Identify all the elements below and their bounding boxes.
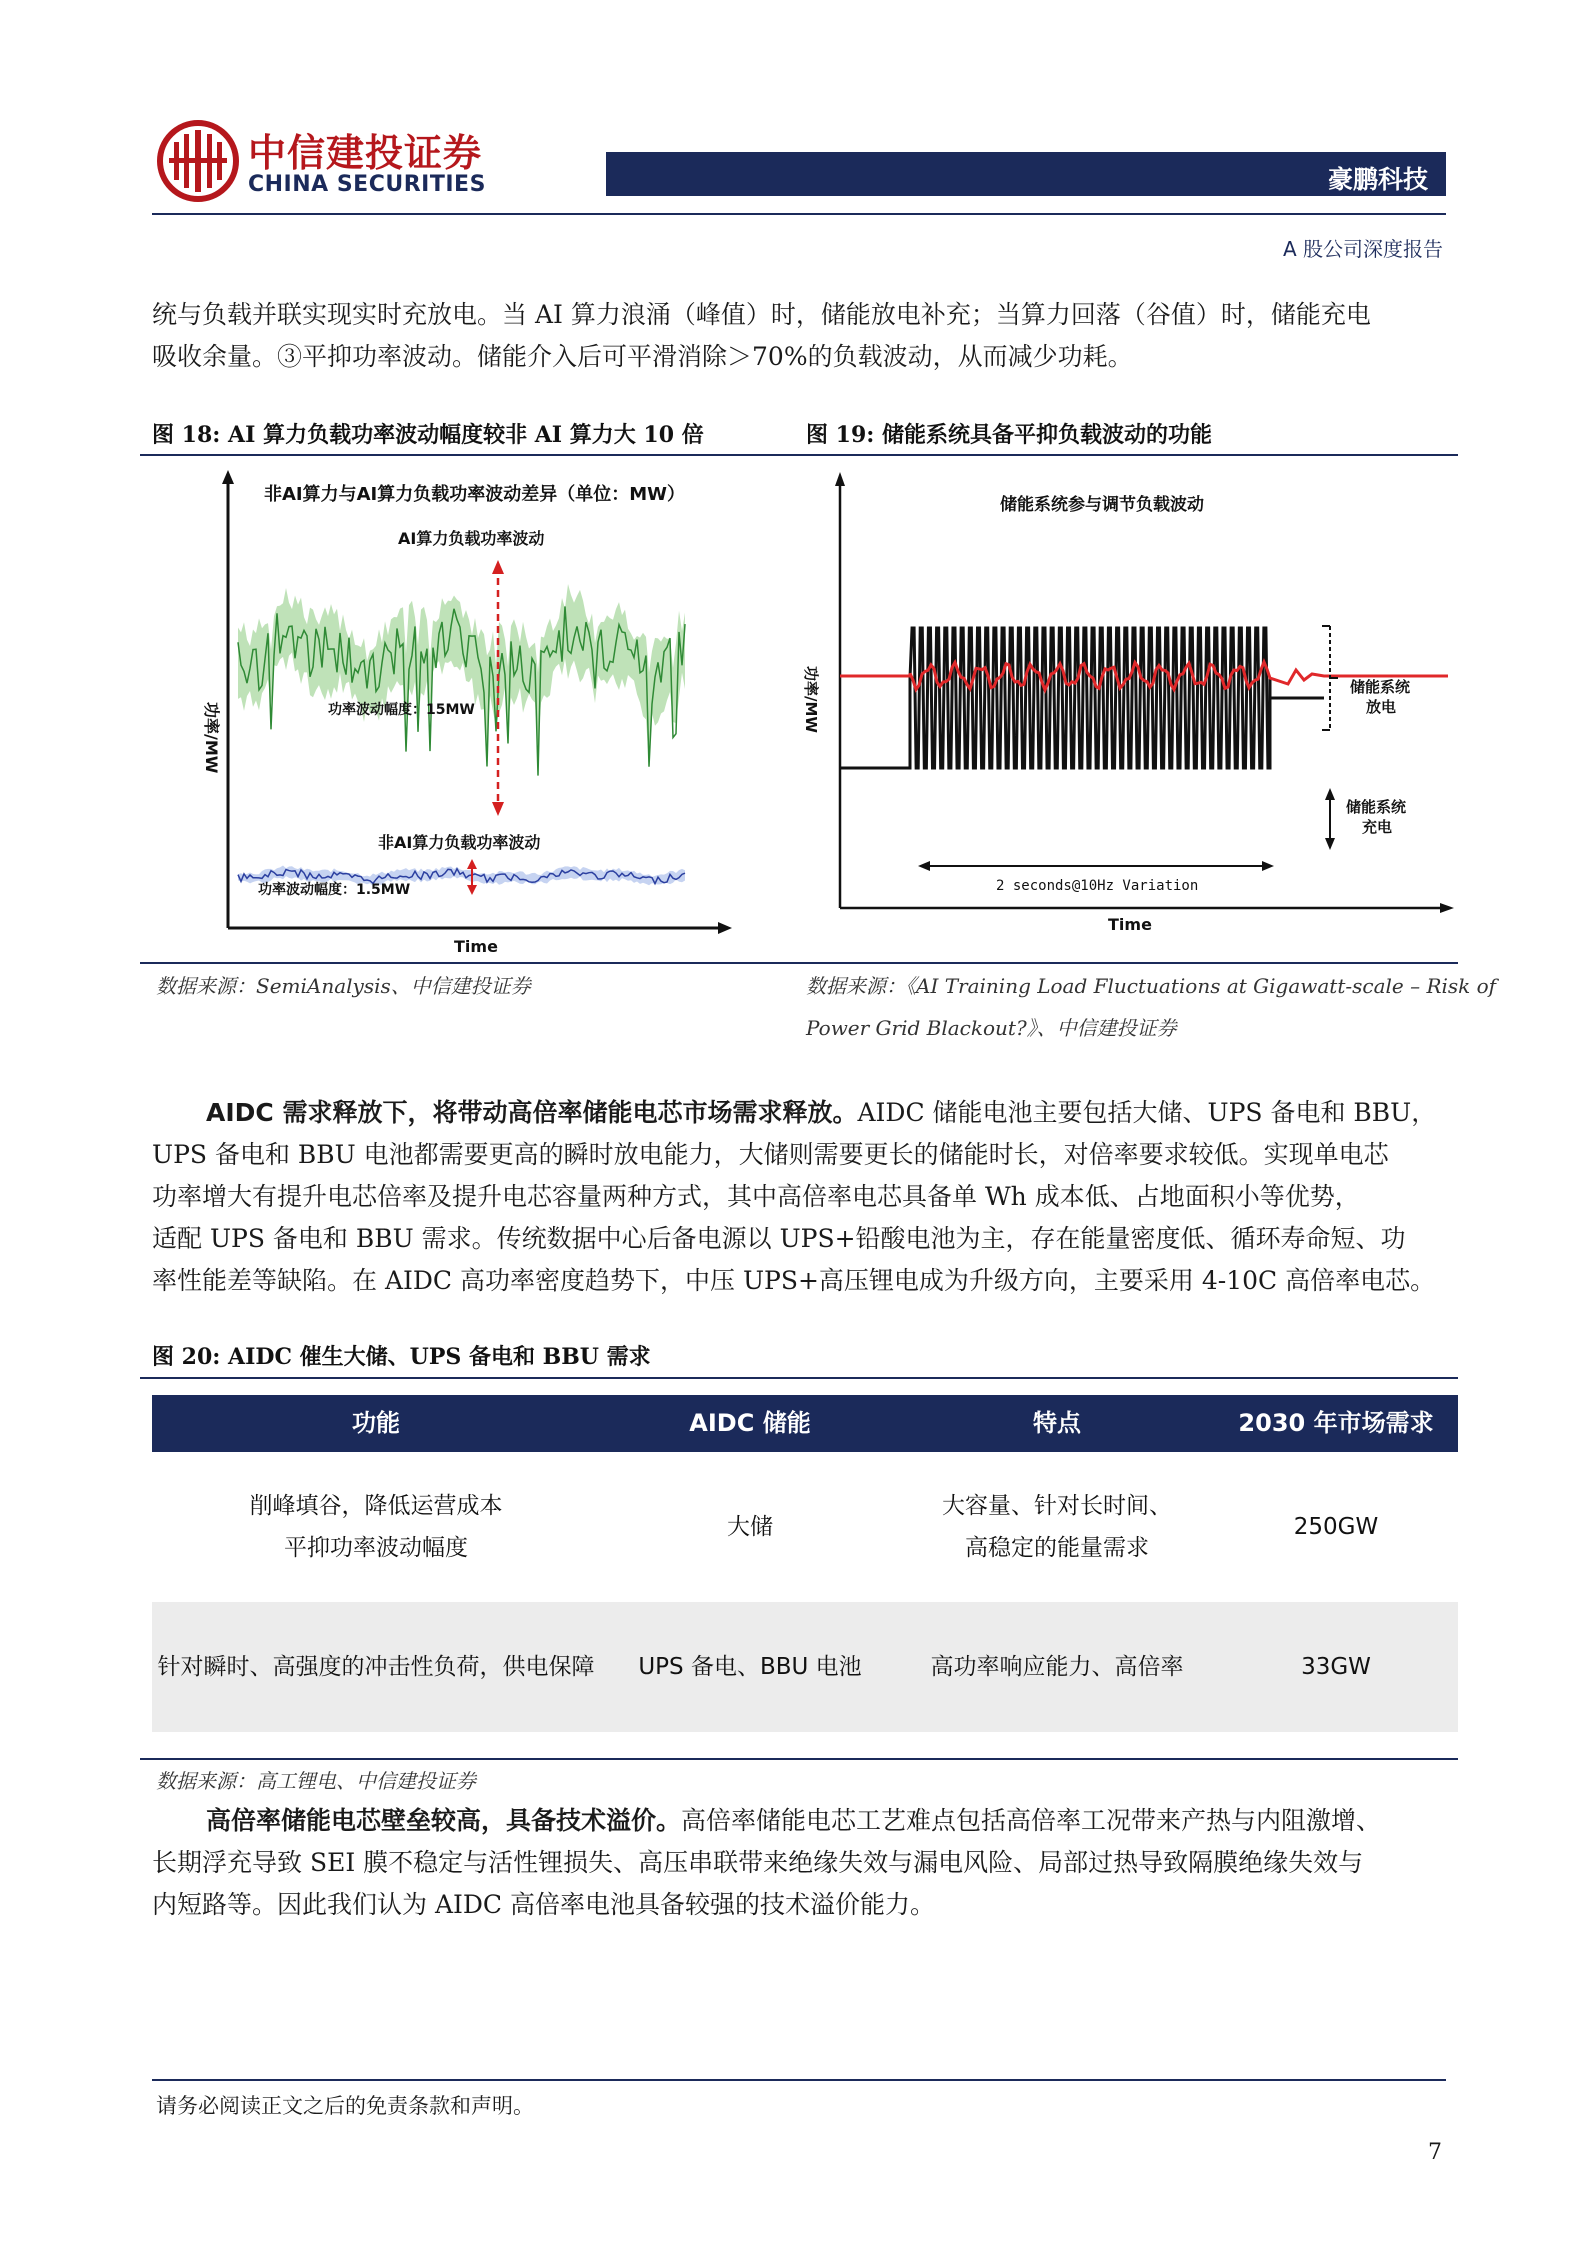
paragraph-text: 高倍率储能电芯工艺难点包括高倍率工况带来产热与内阻激增、 [681, 1806, 1382, 1835]
company-banner [606, 152, 1446, 196]
y-axis-arrow [222, 470, 234, 484]
y-axis-arrow [835, 472, 845, 486]
variation-label: 2 seconds@10Hz Variation [996, 878, 1199, 894]
table-header-cell: 特点 [1033, 1409, 1081, 1437]
table-cell-feature: 大容量、针对长时间、 高稳定的能量需求 [942, 1493, 1172, 1561]
intro-paragraph [152, 294, 1446, 378]
ai-arrow-head-down [492, 802, 504, 816]
intro-line: 统与负载并联实现实时充放电。当 AI 算力浪涌（峰值）时，储能放电补充；当算力回落（谷值）时，储能充电 [152, 300, 1371, 329]
table-cell-feature: 高功率响应能力、高倍率 [930, 1654, 1184, 1680]
table-header-cell: 功能 [352, 1409, 400, 1437]
non-ai-arrow-down [467, 885, 477, 895]
figure18-title: 图 18: AI 算力负载功率波动幅度较非 AI 算力大 10 倍 [152, 422, 704, 448]
non-ai-amplitude-label: 功率波动幅度：1.5MW [258, 882, 411, 898]
logo-chinese-name: 中信建投证券 [248, 131, 483, 175]
ai-amplitude-label: 功率波动幅度：15MW [328, 702, 475, 718]
ai-series-label: AI算力负载功率波动 [398, 529, 545, 548]
paragraph-line: 内短路等。因此我们认为 AIDC 高倍率电池具备较强的技术溢价能力。 [152, 1890, 935, 1919]
figure20-title: 图 20: AIDC 催生大储、UPS 备电和 BBU 需求 [152, 1344, 651, 1370]
paragraph-line: 适配 UPS 备电和 BBU 需求。传统数据中心后备电源以 UPS+铅酸电池为主，存在能量密度低、循环寿命短、功 [152, 1224, 1406, 1253]
paragraph-tech-premium [152, 1800, 1446, 1926]
figure20-source: 数据来源：高工锂电、中信建投证券 [156, 1769, 476, 1793]
paragraph-lead: AIDC 需求释放下，将带动高倍率储能电芯市场需求释放。 [206, 1098, 858, 1127]
table-header-cell: AIDC 储能 [689, 1409, 811, 1437]
discharge-label-2: 放电 [1366, 698, 1397, 716]
figure18-source: 数据来源：SemiAnalysis、中信建投证券 [156, 974, 531, 998]
disclaimer-link[interactable]: 请务必阅读正文之后的免责条款和声明。 [156, 2094, 534, 2118]
footer-divider [152, 2079, 1446, 2081]
paragraph-line: 功率增大有提升电芯倍率及提升电芯容量两种方式，其中高倍率电芯具备单 Wh 成本低、占地面积小等优势， [152, 1182, 1360, 1211]
figure19-title: 图 19: 储能系统具备平抑负载波动的功能 [806, 422, 1213, 448]
y-axis-label: 功率/MW [802, 666, 820, 733]
x-axis-label: Time [1108, 915, 1152, 934]
table-cell-storage: 大储 [727, 1514, 773, 1540]
paragraph-aidc-demand [152, 1092, 1446, 1302]
chart-title: 非AI算力与AI算力负载功率波动差异（单位：MW） [264, 484, 686, 505]
report-type: A 股公司深度报告 [1282, 237, 1443, 261]
table-cell-demand: 33GW [1301, 1654, 1371, 1680]
ai-fluctuation-band [238, 584, 685, 764]
table-cell-storage: UPS 备电、BBU 电池 [638, 1654, 862, 1680]
logo-english-name: CHINA SECURITIES [248, 172, 486, 197]
table-cell-demand: 250GW [1293, 1514, 1379, 1540]
figure19-chart [802, 470, 1458, 960]
intro-line: 吸收余量。③平抑功率波动。储能介入后可平滑消除＞70%的负载波动，从而减少功耗。 [152, 342, 1133, 371]
discharge-label-1: 储能系统 [1350, 678, 1411, 696]
figure-source-rule [140, 962, 1458, 964]
chart-title: 储能系统参与调节负载波动 [1000, 495, 1204, 515]
figure20-bottom-rule [140, 1758, 1458, 1760]
header-divider [152, 213, 1446, 215]
table-header-cell: 2030 年市场需求 [1238, 1409, 1434, 1437]
charge-label-1: 储能系统 [1346, 798, 1407, 816]
paragraph-line: 率性能差等缺陷。在 AIDC 高功率密度趋势下，中压 UPS+高压锂电成为升级方向，主要采用 4-10C 高倍率电芯。 [152, 1266, 1436, 1295]
load-oscillation [840, 628, 1324, 768]
ai-arrow-head-up [492, 560, 504, 574]
non-ai-arrow-up [467, 859, 477, 869]
figure19-source-line1: 数据来源：《AI Training Load Fluctuations at Gigawatt-scale – Risk of [806, 974, 1497, 998]
table-header [152, 1395, 1458, 1452]
figure18-chart [186, 470, 736, 960]
paragraph-text: AIDC 储能电池主要包括大储、UPS 备电和 BBU， [857, 1098, 1437, 1127]
non-ai-series-label: 非AI算力负载功率波动 [378, 833, 541, 852]
table-row [152, 1602, 1458, 1732]
x-axis-arrow [718, 922, 732, 934]
figure20-top-rule [140, 1377, 1458, 1379]
company-name: 豪鹏科技 [1327, 165, 1428, 194]
paragraph-line: UPS 备电和 BBU 电池都需要更高的瞬时放电能力，大储则需要更长的储能时长，对倍率要求较低。实现单电芯 [152, 1140, 1389, 1169]
table-cell-function: 削峰填谷，降低运营成本 平抑功率波动幅度 [249, 1493, 503, 1561]
page-number: 7 [1428, 2140, 1442, 2165]
figure19-source-line2: Power Grid Blackout?》、中信建投证券 [806, 1016, 1177, 1040]
y-axis-label: 功率/MW [202, 702, 221, 774]
table-cell-function: 针对瞬时、高强度的冲击性负荷，供电保障 [157, 1654, 595, 1680]
figure-top-rule [140, 454, 1458, 456]
table-row [152, 1452, 1458, 1602]
paragraph-line: 长期浮充导致 SEI 膜不稳定与活性锂损失、高压串联带来绝缘失效与漏电风险、局部过热导致隔膜绝缘失效与 [152, 1848, 1364, 1877]
x-axis-label: Time [454, 937, 498, 956]
paragraph-lead: 高倍率储能电芯壁垒较高，具备技术溢价。 [206, 1806, 682, 1835]
x-axis-arrow [1440, 903, 1454, 913]
china-securities-logo-icon [157, 120, 239, 202]
charge-label-2: 充电 [1362, 818, 1393, 836]
